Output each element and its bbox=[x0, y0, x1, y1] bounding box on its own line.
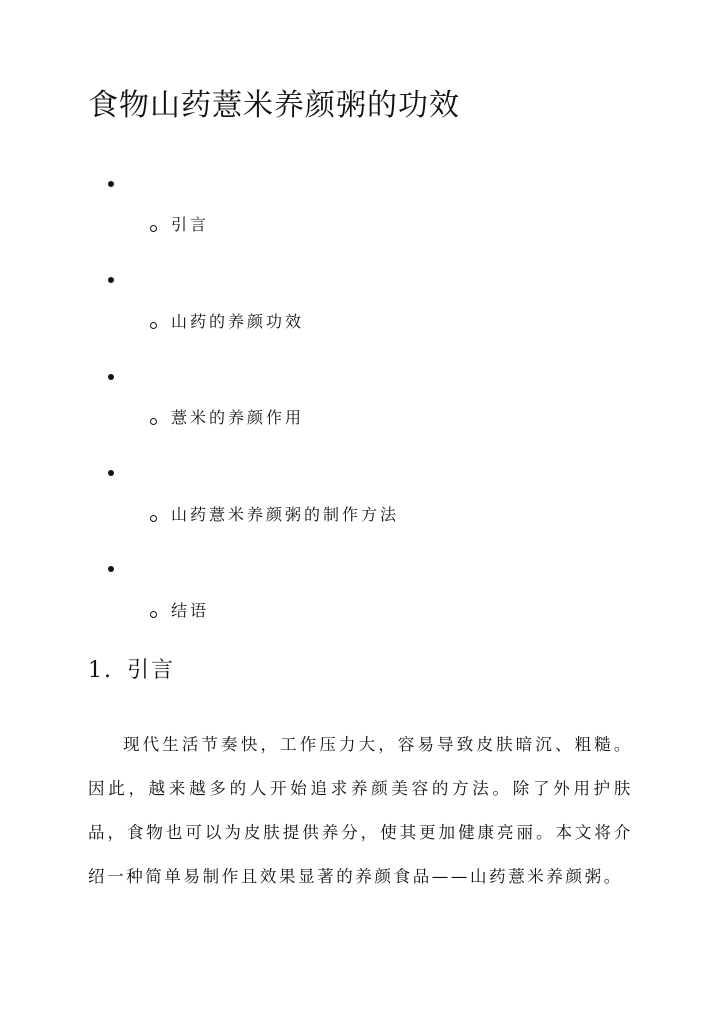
hollow-circle-icon bbox=[150, 225, 157, 232]
toc-item-yam[interactable] bbox=[150, 311, 304, 333]
hollow-circle-icon bbox=[150, 418, 157, 425]
toc-bullet-icon bbox=[108, 374, 114, 380]
toc-bullet-icon bbox=[108, 277, 114, 283]
toc-item-label: 山药的养颜功效 bbox=[171, 312, 305, 331]
section-heading-text: 引言 bbox=[127, 658, 176, 683]
hollow-circle-icon bbox=[150, 322, 157, 329]
toc-item-label: 薏米的养颜作用 bbox=[171, 408, 305, 427]
toc-item-recipe[interactable] bbox=[150, 504, 399, 526]
toc-bullet-icon bbox=[108, 181, 114, 187]
toc-item-label: 引言 bbox=[171, 215, 210, 234]
toc-bullet-icon bbox=[108, 566, 114, 572]
toc-item-label: 山药薏米养颜粥的制作方法 bbox=[171, 505, 400, 524]
page-title: 食物山药薏米养颜粥的功效 bbox=[88, 88, 460, 123]
section-number: 1. bbox=[88, 658, 113, 683]
hollow-circle-icon bbox=[150, 611, 157, 618]
toc-item-conclusion[interactable] bbox=[150, 600, 209, 622]
section-heading-intro bbox=[88, 656, 175, 686]
toc-item-coix[interactable] bbox=[150, 407, 304, 429]
hollow-circle-icon bbox=[150, 515, 157, 522]
toc-item-intro[interactable] bbox=[150, 214, 209, 236]
toc-bullet-icon bbox=[108, 470, 114, 476]
toc-item-label: 结语 bbox=[171, 601, 210, 620]
intro-paragraph: 现代生活节奏快，工作压力大，容易导致皮肤暗沉、粗糙。因此，越来越多的人开始追求养颜美容的方法。除了外用护肤品，食物也可以为皮肤提供养分，使其更加健康亮丽。本文将介绍一种简单易制作且效果显著的养颜食品——山药薏米养颜粥。 bbox=[88, 735, 633, 886]
